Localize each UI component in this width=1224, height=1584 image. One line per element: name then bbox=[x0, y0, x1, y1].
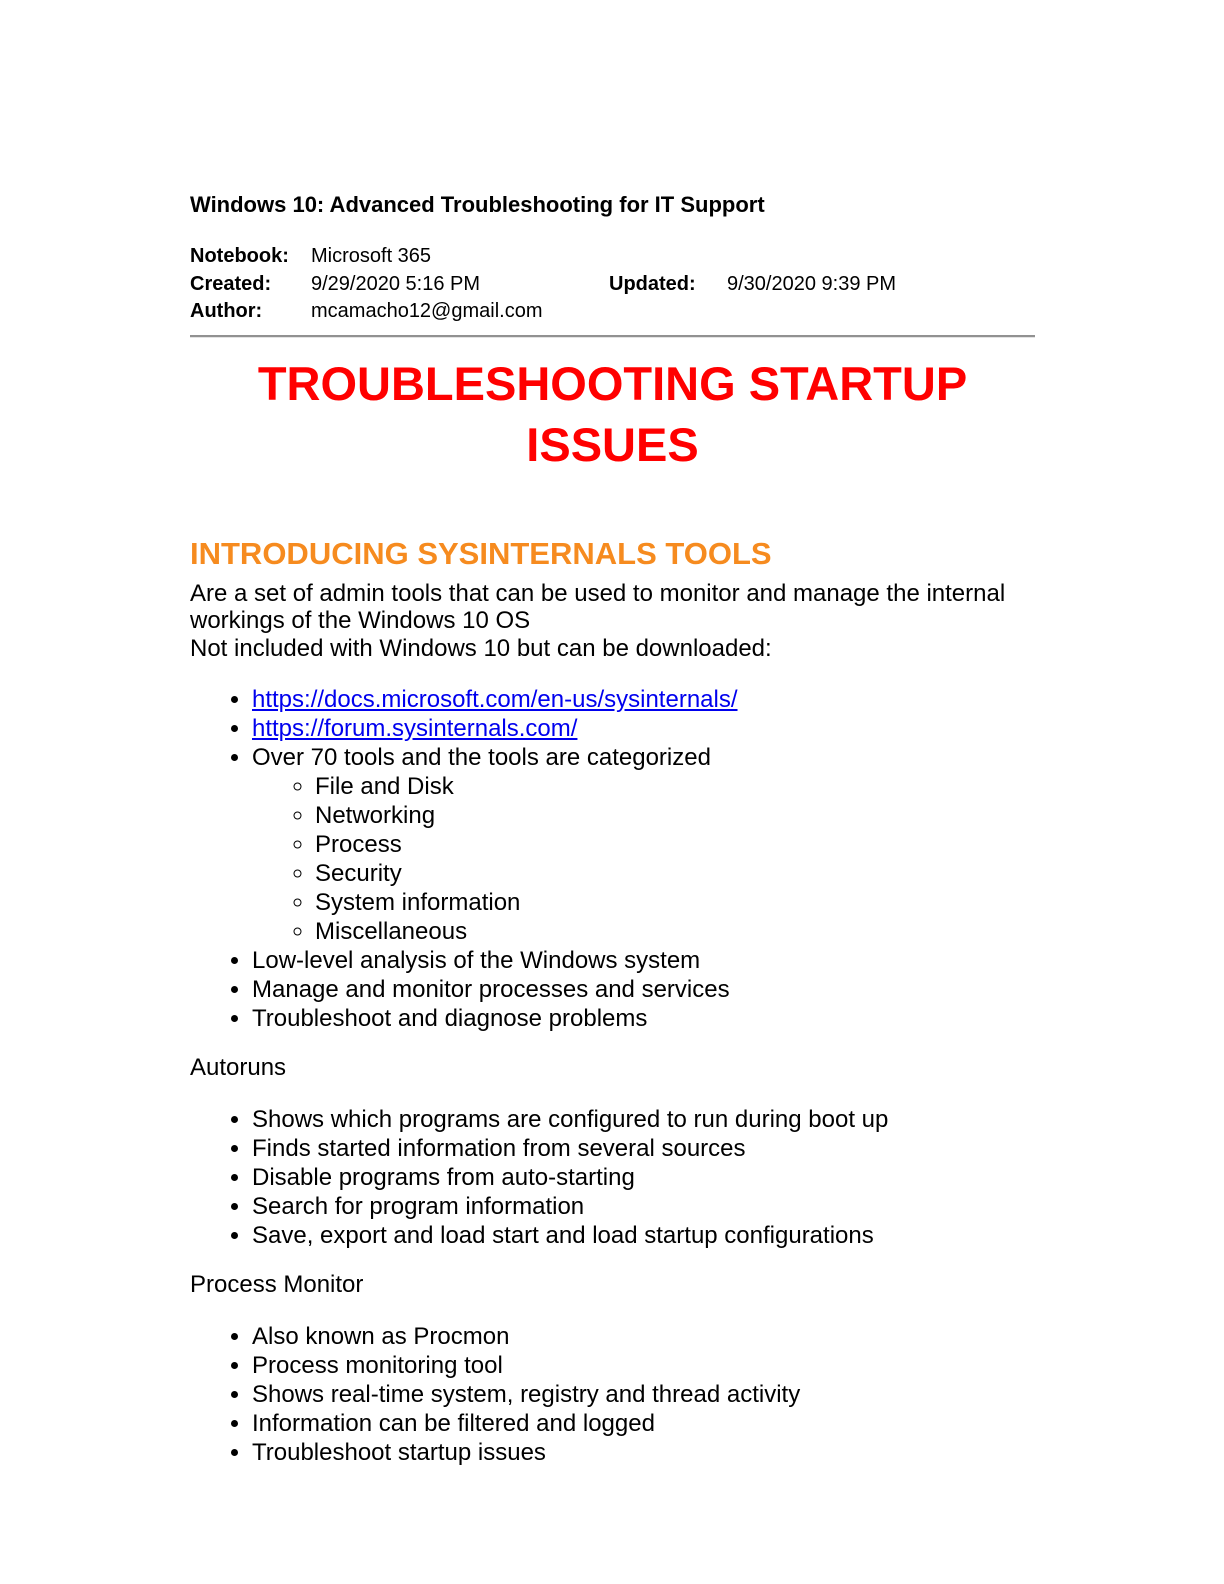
section-intro bbox=[190, 580, 1035, 663]
intro-line-3: Not included with Windows 10 but can be downloaded: bbox=[190, 634, 772, 662]
sysinternals-docs-link[interactable]: https://docs.microsoft.com/en-us/sysinternals/ bbox=[252, 686, 738, 713]
document-content bbox=[190, 193, 1035, 1467]
process-monitor-item-5: • Troubleshoot startup issues bbox=[252, 1438, 1035, 1467]
meta-value-notebook: Microsoft 365 bbox=[311, 245, 432, 267]
page-title: Windows 10: Advanced Troubleshooting for IT Support bbox=[190, 192, 765, 217]
autoruns-list bbox=[190, 1105, 1035, 1250]
list-item-docs-link bbox=[252, 685, 1035, 714]
process-monitor-item-1: • Also known as Procmon bbox=[252, 1322, 1035, 1351]
sysinternals-forum-link[interactable]: https://forum.sysinternals.com/ bbox=[252, 715, 578, 742]
list-item-troubleshoot-diagnose: • Troubleshoot and diagnose problems bbox=[252, 1004, 1035, 1033]
process-monitor-item-3: • Shows real-time system, registry and thread activity bbox=[252, 1380, 1035, 1409]
process-monitor-item-4: • Information can be filtered and logged bbox=[252, 1409, 1035, 1438]
intro-line-1: Are a set of admin tools that can be used to monitor and manage the internal bbox=[190, 579, 1006, 607]
list-item-manage-monitor: • Manage and monitor processes and services bbox=[252, 975, 1035, 1004]
autoruns-item-5: • Save, export and load start and load startup configurations bbox=[252, 1221, 1035, 1250]
process-monitor-title: Process Monitor bbox=[190, 1271, 364, 1298]
meta-value-author: mcamacho12@gmail.com bbox=[311, 300, 543, 322]
download-list bbox=[190, 685, 1035, 1033]
category-item-security: ◦ Security bbox=[315, 859, 1035, 888]
list-item-categorized-text: Over 70 tools and the tools are categorized bbox=[252, 744, 711, 771]
meta-value-created: 9/29/2020 5:16 PM bbox=[311, 272, 481, 295]
meta-row-created-updated bbox=[190, 271, 1035, 299]
meta-row-author bbox=[190, 298, 1035, 326]
process-monitor-item-2: • Process monitoring tool bbox=[252, 1351, 1035, 1380]
list-item-forum-link bbox=[252, 714, 1035, 743]
meta-value-updated: 9/30/2020 9:39 PM bbox=[727, 272, 897, 295]
divider bbox=[190, 335, 1035, 338]
category-item-system-information: ◦ System information bbox=[315, 888, 1035, 917]
autoruns-item-1: • Shows which programs are configured to run during boot up bbox=[252, 1105, 1035, 1134]
meta-table bbox=[190, 243, 1035, 326]
process-monitor-list bbox=[190, 1322, 1035, 1467]
meta-label-notebook: Notebook: bbox=[190, 245, 289, 267]
category-item-file-and-disk: ◦ File and Disk bbox=[315, 772, 1035, 801]
category-item-miscellaneous: ◦ Miscellaneous bbox=[315, 917, 1035, 946]
section-heading: INTRODUCING SYSINTERNALS TOOLS bbox=[190, 535, 772, 571]
meta-label-author: Author: bbox=[190, 300, 263, 322]
list-item-categorized bbox=[252, 743, 1035, 946]
autoruns-item-3: • Disable programs from auto-starting bbox=[252, 1163, 1035, 1192]
category-item-networking: ◦ Networking bbox=[315, 801, 1035, 830]
category-list bbox=[252, 772, 1035, 946]
meta-row-notebook bbox=[190, 243, 1035, 271]
intro-line-2: workings of the Windows 10 OS bbox=[190, 607, 531, 634]
autoruns-title: Autoruns bbox=[190, 1054, 287, 1081]
autoruns-item-2: • Finds started information from several sources bbox=[252, 1134, 1035, 1163]
autoruns-item-4: • Search for program information bbox=[252, 1192, 1035, 1221]
category-item-process: ◦ Process bbox=[315, 830, 1035, 859]
meta-label-updated: Updated: bbox=[609, 272, 696, 295]
main-title: TROUBLESHOOTING STARTUP ISSUES bbox=[257, 356, 968, 471]
list-item-low-level-analysis: • Low-level analysis of the Windows system bbox=[252, 946, 1035, 975]
meta-label-created: Created: bbox=[190, 272, 272, 295]
